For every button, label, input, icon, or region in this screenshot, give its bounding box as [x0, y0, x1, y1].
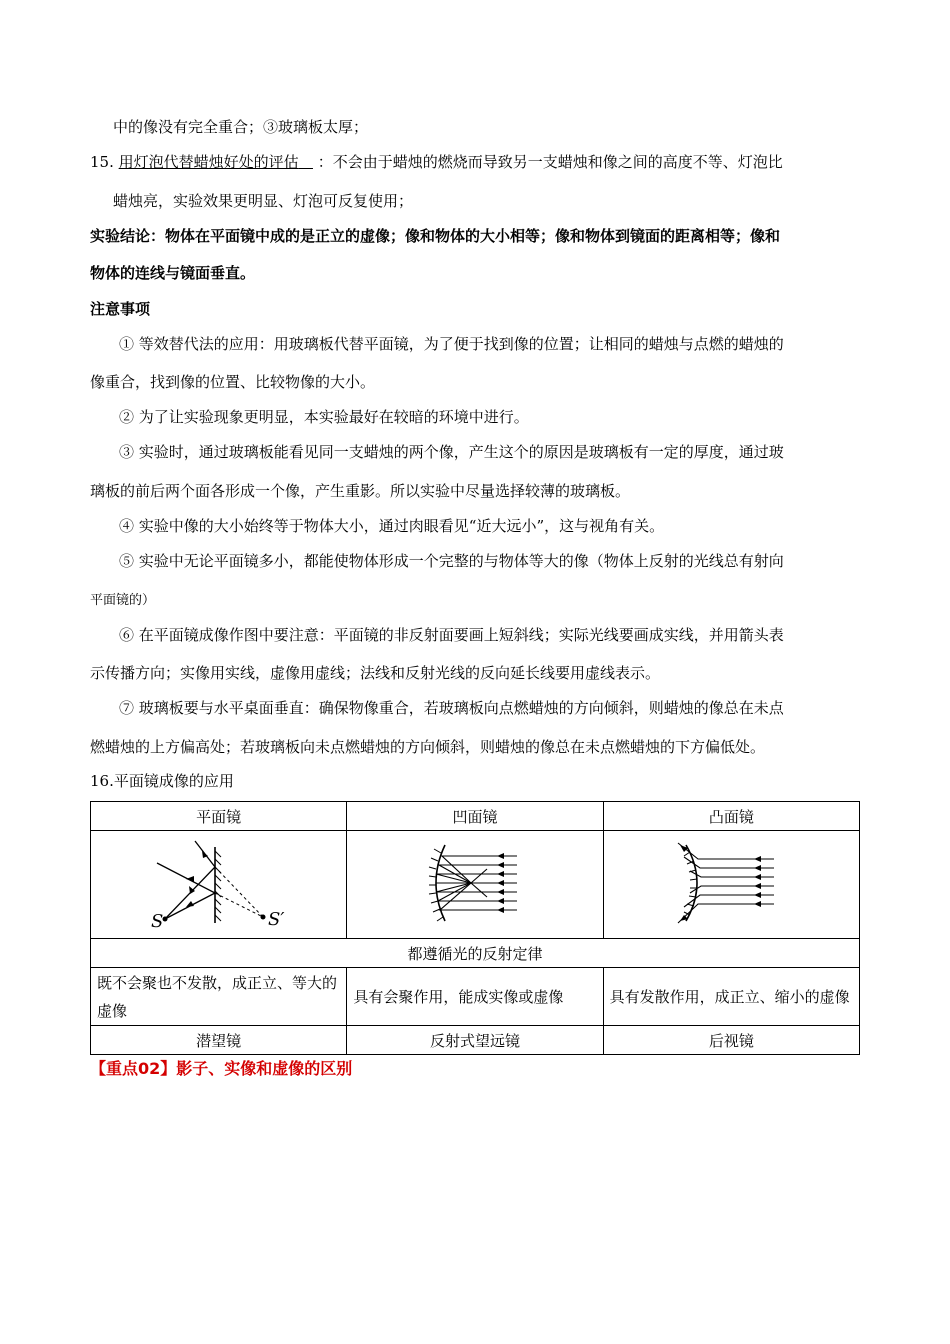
question-number: 15. — [90, 153, 114, 171]
concave-mirror-application: 反射式望远镜 — [347, 1026, 603, 1055]
conclusion-line: 实验结论：物体在平面镜中成的是正立的虚像；像和物体的大小相等；像和物体到镜面的距离相等；像和 — [90, 227, 781, 245]
text-line: 中的像没有完全重合；③玻璃板太厚； — [113, 118, 369, 136]
question-15 — [90, 152, 783, 172]
key-point-heading: 【重点02】影子、实像和虚像的区别 — [90, 1059, 353, 1078]
convex-mirror-property: 具有发散作用，成正立、缩小的虚像 — [603, 968, 859, 1026]
plane-mirror-application: 潜望镜 — [91, 1026, 347, 1055]
question-16: 16.平面镜成像的应用 — [90, 772, 234, 790]
header-plane-mirror: 平面镜 — [91, 802, 347, 831]
note-item: ⑥ 在平面镜成像作图中要注意：平面镜的非反射面要画上短斜线；实际光线要画成实线，并用箭头表 — [119, 626, 784, 644]
plane-mirror-property: 既不会聚也不发散，成正立、等大的虚像 — [91, 968, 347, 1026]
note-item: ① 等效替代法的应用：用玻璃板代替平面镜，为了便于找到像的位置；让相同的蜡烛与点燃的蜡烛的 — [119, 335, 784, 353]
note-item: ⑤ 实验中无论平面镜多小，都能使物体形成一个完整的与物体等大的像（物体上反射的光线总有射向 — [119, 552, 784, 570]
note-item: ④ 实验中像的大小始终等于物体大小，通过肉眼看见“近大远小”，这与视角有关。 — [119, 517, 665, 535]
question-title: 用灯泡代替蜡烛好处的评估 — [118, 153, 299, 171]
common-law-cell: 都遵循光的反射定律 — [91, 939, 860, 968]
properties-row — [91, 968, 860, 1026]
common-law-row — [91, 939, 860, 968]
plane-mirror-diagram — [91, 831, 346, 934]
point-s-prime-label: S′ — [268, 909, 285, 930]
section-heading: 注意事项 — [90, 300, 151, 318]
note-item: ② 为了让实验现象更明显，本实验最好在较暗的环境中进行。 — [119, 408, 529, 426]
point-s-label: S — [151, 911, 164, 932]
convex-mirror-figure-cell — [603, 831, 859, 939]
concave-mirror-property: 具有会聚作用，能成实像或虚像 — [347, 968, 603, 1026]
header-convex-mirror: 凸面镜 — [603, 802, 859, 831]
table-header-row — [91, 802, 860, 831]
convex-mirror-diagram — [604, 831, 859, 934]
note-item: ③ 实验时，通过玻璃板能看见同一支蜡烛的两个像，产生这个的原因是玻璃板有一定的厚度，通过玻 — [119, 443, 784, 461]
concave-mirror-diagram — [347, 831, 602, 934]
applications-row — [91, 1026, 860, 1055]
note-item: 燃蜡烛的上方偏高处；若玻璃板向未点燃蜡烛的方向倾斜，则蜡烛的像总在未点燃蜡烛的下方偏低处。 — [90, 738, 766, 756]
figure-row — [91, 831, 860, 939]
header-concave-mirror: 凹面镜 — [347, 802, 603, 831]
conclusion-line: 物体的连线与镜面垂直。 — [90, 264, 256, 282]
mirror-comparison-table — [90, 801, 860, 1055]
question-text: ：不会由于蜡烛的燃烧而导致另一支蜡烛和像之间的高度不等、灯泡比 — [317, 153, 783, 171]
note-item: ⑦ 玻璃板要与水平桌面垂直：确保物像重合，若玻璃板向点燃蜡烛的方向倾斜，则蜡烛的像总在未点 — [119, 699, 784, 717]
note-item: 平面镜的） — [90, 593, 156, 608]
note-item: 示传播方向；实像用实线，虚像用虚线；法线和反射光线的反向延长线要用虚线表示。 — [90, 664, 661, 682]
plane-mirror-figure-cell — [91, 831, 347, 939]
note-item: 璃板的前后两个面各形成一个像，产生重影。所以实验中尽量选择较薄的玻璃板。 — [90, 482, 631, 500]
concave-mirror-figure-cell — [347, 831, 603, 939]
note-item: 像重合，找到像的位置、比较物像的大小。 — [90, 373, 376, 391]
convex-mirror-application: 后视镜 — [603, 1026, 859, 1055]
text-line: 蜡烛亮，实验效果更明显、灯泡可反复使用； — [113, 192, 414, 210]
